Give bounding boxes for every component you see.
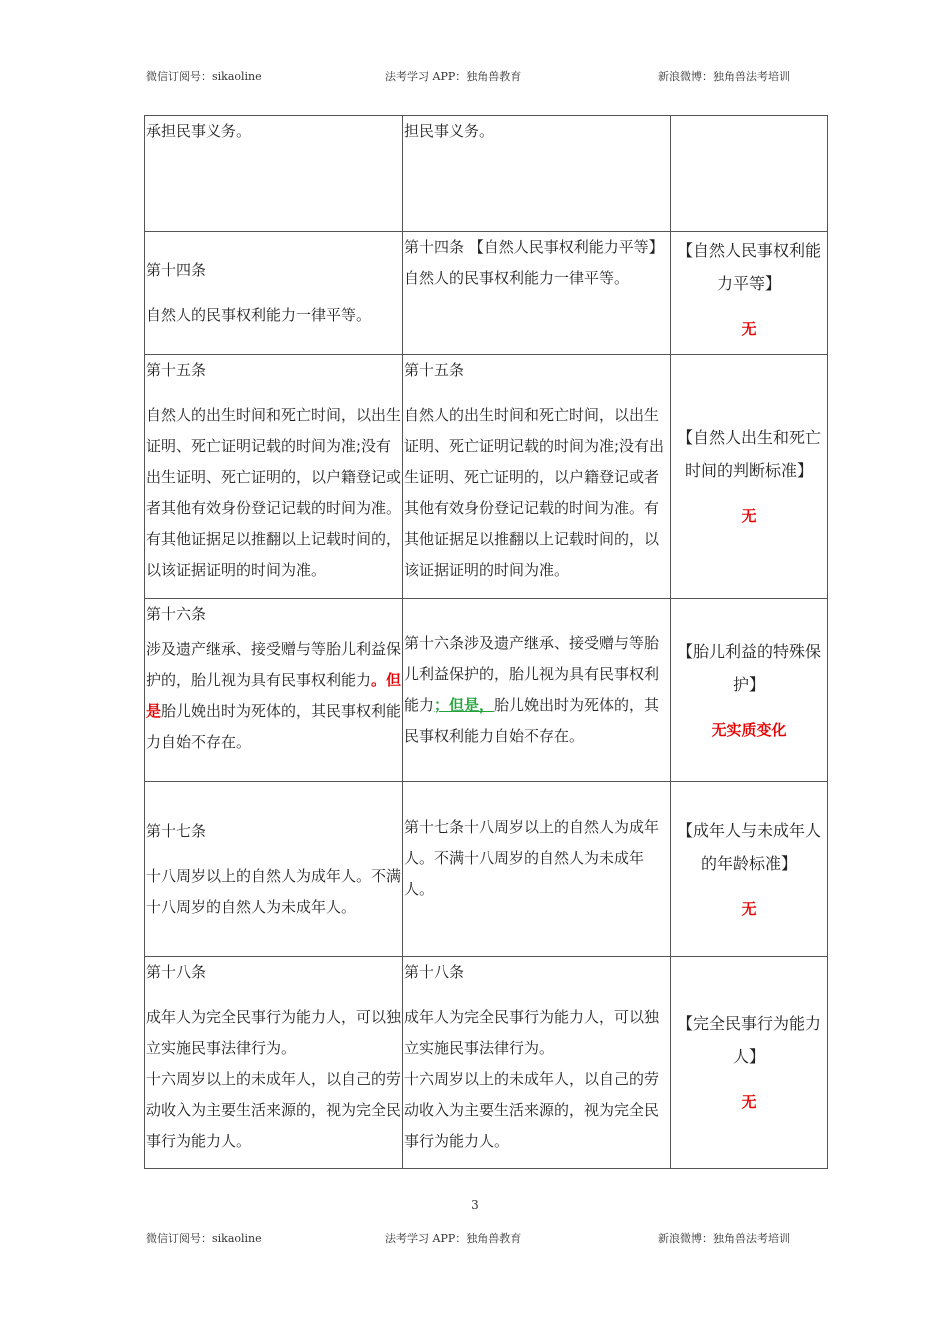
footer-weibo: 新浪微博：独角兽法考培训 xyxy=(658,1232,790,1245)
new-law-text: 第十四条 【自然人民事权利能力平等】自然人的民事权利能力一律平等。 xyxy=(404,238,664,287)
page-footer xyxy=(0,1230,950,1250)
highlight-old: 但是 xyxy=(146,671,402,720)
old-article-title: 第十八条 xyxy=(146,963,207,981)
old-law-cell xyxy=(145,116,403,232)
note-cell xyxy=(671,355,828,599)
new-article-title: 第十八条 xyxy=(404,963,465,981)
header-app: 法考学习 APP：独角兽教育 xyxy=(385,70,522,83)
new-law-cell xyxy=(403,957,671,1169)
table-row xyxy=(145,232,828,355)
old-law-text: 十六周岁以上的未成年人，以自己的劳动收入为主要生活来源的，视为完全民事行为能力人。 xyxy=(146,1070,402,1150)
change-evaluation: 无 xyxy=(741,507,757,525)
footer-app: 法考学习 APP：独角兽教育 xyxy=(385,1232,522,1245)
table-row xyxy=(145,355,828,599)
new-law-text: 自然人的出生时间和死亡时间，以出生证明、死亡证明记载的时间为准;没有出生证明、死亡证明的，以户籍登记或者其他有效身份登记记载的时间为准。有其他证据足以推翻以上记载时间的，以该证据证明的时间为准。 xyxy=(404,406,665,579)
change-evaluation: 无 xyxy=(741,899,757,918)
table-row xyxy=(145,116,828,232)
highlight-mark: 。 xyxy=(371,671,387,689)
old-law-text: 自然人的民事权利能力一律平等。 xyxy=(146,306,372,324)
old-law-text: 自然人的出生时间和死亡时间，以出生证明、死亡证明记载的时间为准;没有出生证明、死亡证明的，以户籍登记或者其他有效身份登记记载的时间为准。有其他证据足以推翻以上记载时间的，以该证据证明的时间为准。 xyxy=(146,406,402,579)
old-law-text: 承担民事义务。 xyxy=(146,122,252,140)
table-row xyxy=(145,957,828,1169)
old-law-text: 成年人为完全民事行为能力人，可以独立实施民事法律行为。 xyxy=(146,1008,402,1057)
header-wechat: 微信订阅号：sikaoline xyxy=(146,70,262,83)
change-evaluation: 无 xyxy=(741,320,757,338)
new-law-cell xyxy=(403,599,671,782)
article-topic: 【胎儿利益的特殊保护】 xyxy=(677,641,822,694)
old-article-title: 第十五条 xyxy=(146,361,207,379)
article-topic: 【自然人出生和死亡时间的判断标准】 xyxy=(677,428,822,480)
highlight-new: ；但是， xyxy=(434,696,495,714)
new-law-cell xyxy=(403,355,671,599)
change-evaluation: 无实质变化 xyxy=(711,720,787,739)
new-law-text: 担民事义务。 xyxy=(404,122,495,140)
comparison-table xyxy=(144,115,828,1169)
old-law-cell xyxy=(145,957,403,1169)
change-evaluation: 无 xyxy=(741,1093,757,1111)
article-topic: 【完全民事行为能力人】 xyxy=(677,1014,822,1066)
header-weibo: 新浪微博：独角兽法考培训 xyxy=(658,70,790,83)
old-law-cell xyxy=(145,232,403,355)
old-article-title: 第十七条 xyxy=(146,821,207,840)
new-law-text: 第十七条十八周岁以上的自然人为成年人。不满十八周岁的自然人为未成年人。 xyxy=(404,817,660,898)
old-article-title: 第十四条 xyxy=(146,261,207,279)
page-header xyxy=(0,68,950,88)
note-cell xyxy=(671,782,828,957)
new-law-text: 成年人为完全民事行为能力人，可以独立实施民事法律行为。 xyxy=(404,1008,660,1057)
new-law-cell xyxy=(403,116,671,232)
old-law-text: 涉及遗产继承、接受赠与等胎儿利益保护的，胎儿视为具有民事权利能力。但是胎儿娩出时为死体的，其民事权利能力自始不存在。 xyxy=(146,640,402,751)
old-law-text: 十八周岁以上的自然人为成年人。不满十八周岁的自然人为未成年人。 xyxy=(146,866,402,916)
article-topic: 【成年人与未成年人的年龄标准】 xyxy=(677,820,822,873)
new-article-title: 第十五条 xyxy=(404,361,465,379)
note-cell xyxy=(671,116,828,232)
table-row xyxy=(145,599,828,782)
new-law-cell xyxy=(403,232,671,355)
note-cell xyxy=(671,957,828,1169)
new-law-text: 第十六条涉及遗产继承、接受赠与等胎儿利益保护的，胎儿视为具有民事权利能力；但是，胎儿娩出时为死体的，其民事权利能力自始不存在。 xyxy=(404,634,660,745)
table-row xyxy=(145,782,828,957)
footer-wechat: 微信订阅号：sikaoline xyxy=(146,1232,262,1245)
page-number: 3 xyxy=(471,1198,479,1212)
old-law-cell xyxy=(145,782,403,957)
old-law-cell xyxy=(145,599,403,782)
note-cell xyxy=(671,232,828,355)
note-cell xyxy=(671,599,828,782)
article-topic: 【自然人民事权利能力平等】 xyxy=(677,241,822,293)
new-law-text: 十六周岁以上的未成年人，以自己的劳动收入为主要生活来源的，视为完全民事行为能力人。 xyxy=(404,1070,660,1150)
old-article-title: 第十六条 xyxy=(146,605,207,623)
old-law-cell xyxy=(145,355,403,599)
new-law-cell xyxy=(403,782,671,957)
